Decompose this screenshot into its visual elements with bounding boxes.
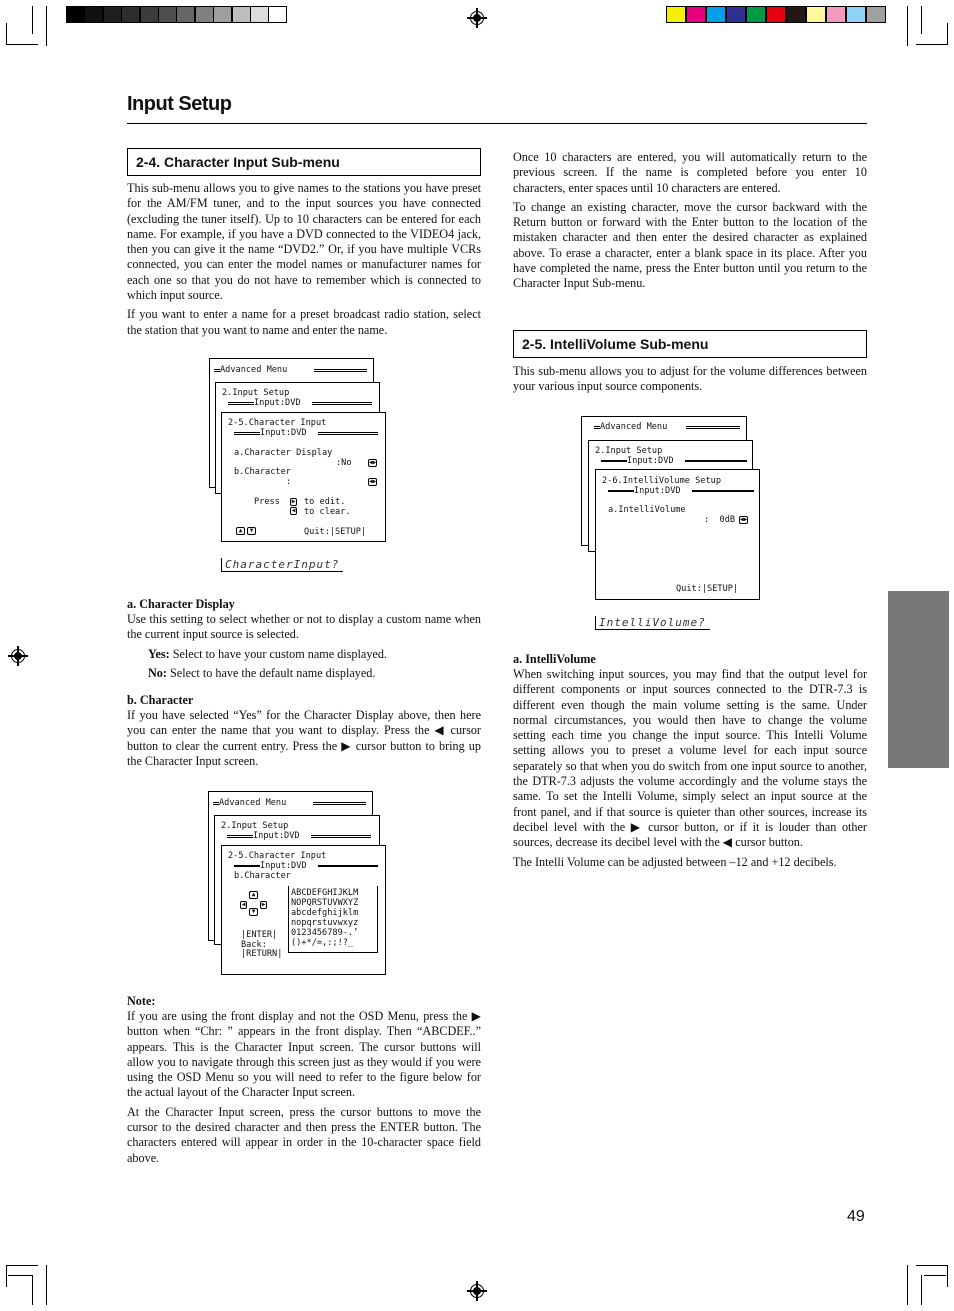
osd-menu-sub: Input:DVD	[627, 456, 674, 466]
paragraph: The Intelli Volume can be adjusted between –12 and +12 decibels.	[513, 854, 837, 869]
crop-mark	[6, 1265, 38, 1266]
osd-item-character-display: a.Character Display	[234, 448, 333, 458]
registration-mark-icon	[467, 1281, 487, 1301]
osd-item-intellivolume: a.IntelliVolume	[608, 505, 686, 515]
osd-menu-label: 2-5.Character Input	[228, 418, 327, 428]
paragraph: Once 10 characters are entered, you will automatically return to the previous screen. If the name is completed before you enter 10 characters, enter spaces until 10 characters are entered.	[513, 150, 867, 195]
up-arrow-icon: ▲	[249, 891, 258, 899]
page-title: Input Setup	[127, 93, 232, 115]
option-no	[127, 666, 481, 681]
paragraph: To change an existing character, move the cursor backward with the Return button or forward with the Enter button to the location of the mistaken character and then enter the desired character as explained above. To erase a character, enter a blank space in its place. After you have completed the name, press the Enter button until you return to the Character Input Sub-menu.	[513, 199, 867, 291]
down-arrow-icon: ▼	[247, 527, 256, 535]
crop-mark	[924, 1275, 946, 1276]
paragraph: Use this setting to select whether or not to display a custom name when the current input source is selected.	[127, 612, 481, 642]
up-arrow-icon: ▲	[236, 527, 245, 535]
charset-row[interactable]: 0123456789-.’	[291, 928, 359, 938]
crop-mark	[947, 1265, 948, 1287]
crop-mark	[947, 23, 948, 45]
front-display-readout: CharacterInput?	[221, 558, 343, 572]
color-swatch	[846, 6, 866, 23]
left-arrow-icon: ◀	[241, 901, 246, 908]
gray-swatch	[195, 6, 214, 23]
crop-mark	[916, 1265, 948, 1266]
osd-item-value: :	[286, 477, 292, 487]
crop-mark	[921, 1275, 922, 1305]
left-right-icon: ◀▶	[740, 516, 748, 523]
gray-swatch	[140, 6, 159, 23]
color-swatch	[786, 6, 806, 23]
option-text: Select to have your custom name displayed.	[172, 646, 387, 661]
gray-swatch	[121, 6, 140, 23]
option-label: Yes:	[148, 646, 170, 661]
paragraph: If you have selected “Yes” for the Character Display above, then here you can enter the name that you want to display. Press the ◀ cursor button to clear the current entry. Press the ▶ cursor button to bring up the Character Input screen.	[127, 708, 481, 769]
osd-menu-sub: Input:DVD	[253, 831, 300, 841]
right-arrow-icon: ▶	[261, 901, 266, 908]
right-top	[513, 150, 867, 292]
left-intro	[127, 181, 481, 338]
paragraph: At the Character Input screen, press the cursor buttons to move the cursor to the desired character and then press the ENTER button. The characters entered will appear in order in the 10-character space field above.	[127, 1104, 481, 1165]
page-number: 49	[847, 1208, 865, 1225]
osd-item-value: : 0dB	[704, 515, 736, 525]
option-text: Select to have the default name displayed.	[170, 665, 376, 680]
osd-return-key: |RETURN|	[241, 949, 283, 959]
crop-mark	[907, 6, 908, 46]
osd-menu-label: Advanced Menu	[600, 422, 668, 432]
color-swatch	[806, 6, 826, 23]
osd-item-character: b.Character	[234, 871, 291, 881]
charset-row[interactable]: abcdefghijklm	[291, 908, 359, 918]
osd-menu-sub: Input:DVD	[260, 428, 307, 438]
color-swatch	[866, 6, 886, 23]
section-heading-intellivolume: 2-5. IntelliVolume Sub-menu	[513, 330, 867, 358]
intellivolume-section	[513, 652, 867, 870]
crop-mark	[916, 44, 948, 45]
paragraph: If you want to enter a name for a preset broadcast radio station, select the station that you want to name and enter the name.	[127, 307, 481, 337]
charset-row[interactable]: ()+*/=,:;!?_	[291, 938, 354, 948]
osd-back-label: Back:	[241, 940, 267, 950]
osd-menu-label: 2-6.IntelliVolume Setup	[602, 476, 721, 486]
charset-row[interactable]: NOPQRSTUVWXYZ	[291, 898, 359, 908]
osd-character-input	[221, 412, 386, 542]
front-display-readout: IntelliVolume?	[595, 616, 710, 630]
left-arrow-icon: ◀	[291, 507, 296, 514]
crop-mark	[6, 23, 7, 45]
crop-mark	[32, 6, 33, 34]
crop-mark	[6, 44, 38, 45]
crop-mark	[46, 6, 47, 46]
gray-swatch	[176, 6, 195, 23]
subheading: b. Character	[127, 693, 194, 708]
osd-quit-hint: Quit:|SETUP|	[304, 527, 367, 537]
color-swatch	[726, 6, 746, 23]
osd-menu-label: 2-5.Character Input	[228, 851, 327, 861]
charset-row[interactable]: ABCDEFGHIJKLM	[291, 888, 359, 898]
paragraph: If you are using the front display and not the OSD Menu, press the ▶ button when “Chr: ” appears in the front display. Then “ABCDEF..” appears. This is the Character Input screen. The cursor buttons will allow you to navigate through this screen just as they would if you were using the OSD Menu so you will need to refer to the figure below for the actual layout of the Character Input screen.	[127, 1009, 481, 1100]
paragraph: When switching input sources, you may find that the output level for different components or input sources connected to the DTR-7.3 is different even though the main volume setting is the same. Under normal circumstances, you would then have to change the volume setting each time you change the input source. This Intelli Volume setting allows you to preset a volume level for each input source separately so that when you do switch from one input source to another, the DTR-7.3 adjusts the volume accordingly and the volume stays the same. To set the Intelli Volume, simply select an input source at the front panel, and if that source is quieter than other sources, increase its decibel level with the ▶ cursor button, or if it is louder than other sources, decrease its decibel level with the ◀ cursor button.	[513, 667, 867, 850]
osd-menu-label: 2.Input Setup	[595, 446, 663, 456]
registration-mark-icon	[8, 646, 28, 666]
osd-menu-label: 2.Input Setup	[221, 821, 289, 831]
option-label: No:	[148, 665, 167, 680]
osd-enter-key: |ENTER|	[241, 930, 278, 940]
section-heading-character-input: 2-4. Character Input Sub-menu	[127, 148, 481, 176]
right-arrow-icon: ▶	[291, 498, 296, 505]
character-grid	[288, 886, 378, 953]
paragraph: This sub-menu allows you to give names to the stations you have preset for the AM/FM tuner, and to the input sources you have connected (excluding the tuner itself). Up to 10 characters can be entered for each name. For example, if you have a DVD connected to the VIDEO4 jack, then you can give it the name “DVD2.” Or, if you have multiple VCRs connected, you can enter the model names or manufacturer names for each one so that you do not have to remember which is connected to which input source.	[127, 181, 481, 303]
osd-menu-sub: Input:DVD	[254, 398, 301, 408]
osd-menu-sub: Input:DVD	[634, 486, 681, 496]
osd-item-character: b.Character	[234, 467, 291, 477]
intellivolume-intro	[513, 364, 867, 395]
gray-swatch	[232, 6, 251, 23]
title-rule	[127, 123, 867, 124]
osd-intellivolume-setup	[595, 469, 760, 600]
osd-press-label: Press	[254, 497, 280, 507]
color-swatch	[826, 6, 846, 23]
osd-menu-label: Advanced Menu	[220, 365, 288, 375]
osd-item-value: :No	[336, 458, 352, 468]
gray-swatch	[158, 6, 177, 23]
left-right-icon: ◀▶	[369, 459, 377, 466]
color-swatch	[766, 6, 786, 23]
left-right-icon: ◀▶	[369, 478, 377, 485]
gray-swatch	[84, 6, 103, 23]
crop-mark	[921, 6, 922, 34]
gray-swatch	[103, 6, 122, 23]
registration-mark-icon	[467, 8, 487, 28]
down-arrow-icon: ▼	[249, 908, 258, 916]
osd-edit-hint: to edit.	[304, 497, 346, 507]
character-display-section	[127, 597, 481, 769]
note-heading: Note:	[127, 994, 156, 1008]
osd-menu-label: 2.Input Setup	[222, 388, 290, 398]
gray-swatch	[213, 6, 232, 23]
osd-quit-hint: Quit:|SETUP|	[676, 584, 739, 594]
crop-mark	[6, 1265, 7, 1287]
color-swatch	[666, 6, 686, 23]
osd-menu-sub: Input:DVD	[260, 861, 307, 871]
charset-row[interactable]: nopqrstuvwxyz	[291, 918, 359, 928]
crop-mark	[32, 1275, 33, 1305]
color-swatch	[706, 6, 726, 23]
side-tab	[888, 591, 949, 768]
osd-character-grid	[221, 845, 386, 975]
osd-menu-label: Advanced Menu	[219, 798, 287, 808]
osd-clear-hint: to clear.	[304, 507, 351, 517]
note-section	[127, 994, 481, 1166]
color-swatch	[746, 6, 766, 23]
gray-swatch	[66, 6, 85, 23]
crop-mark	[907, 1265, 908, 1305]
color-swatch	[686, 6, 706, 23]
option-yes	[127, 647, 481, 662]
crop-mark	[8, 1275, 32, 1276]
gray-swatch	[268, 6, 287, 23]
paragraph: This sub-menu allows you to adjust for the volume differences between your various input source components.	[513, 364, 867, 394]
gray-swatch	[250, 6, 269, 23]
crop-mark	[46, 1265, 47, 1305]
subheading: a. IntelliVolume	[513, 652, 596, 666]
subheading: a. Character Display	[127, 597, 235, 611]
